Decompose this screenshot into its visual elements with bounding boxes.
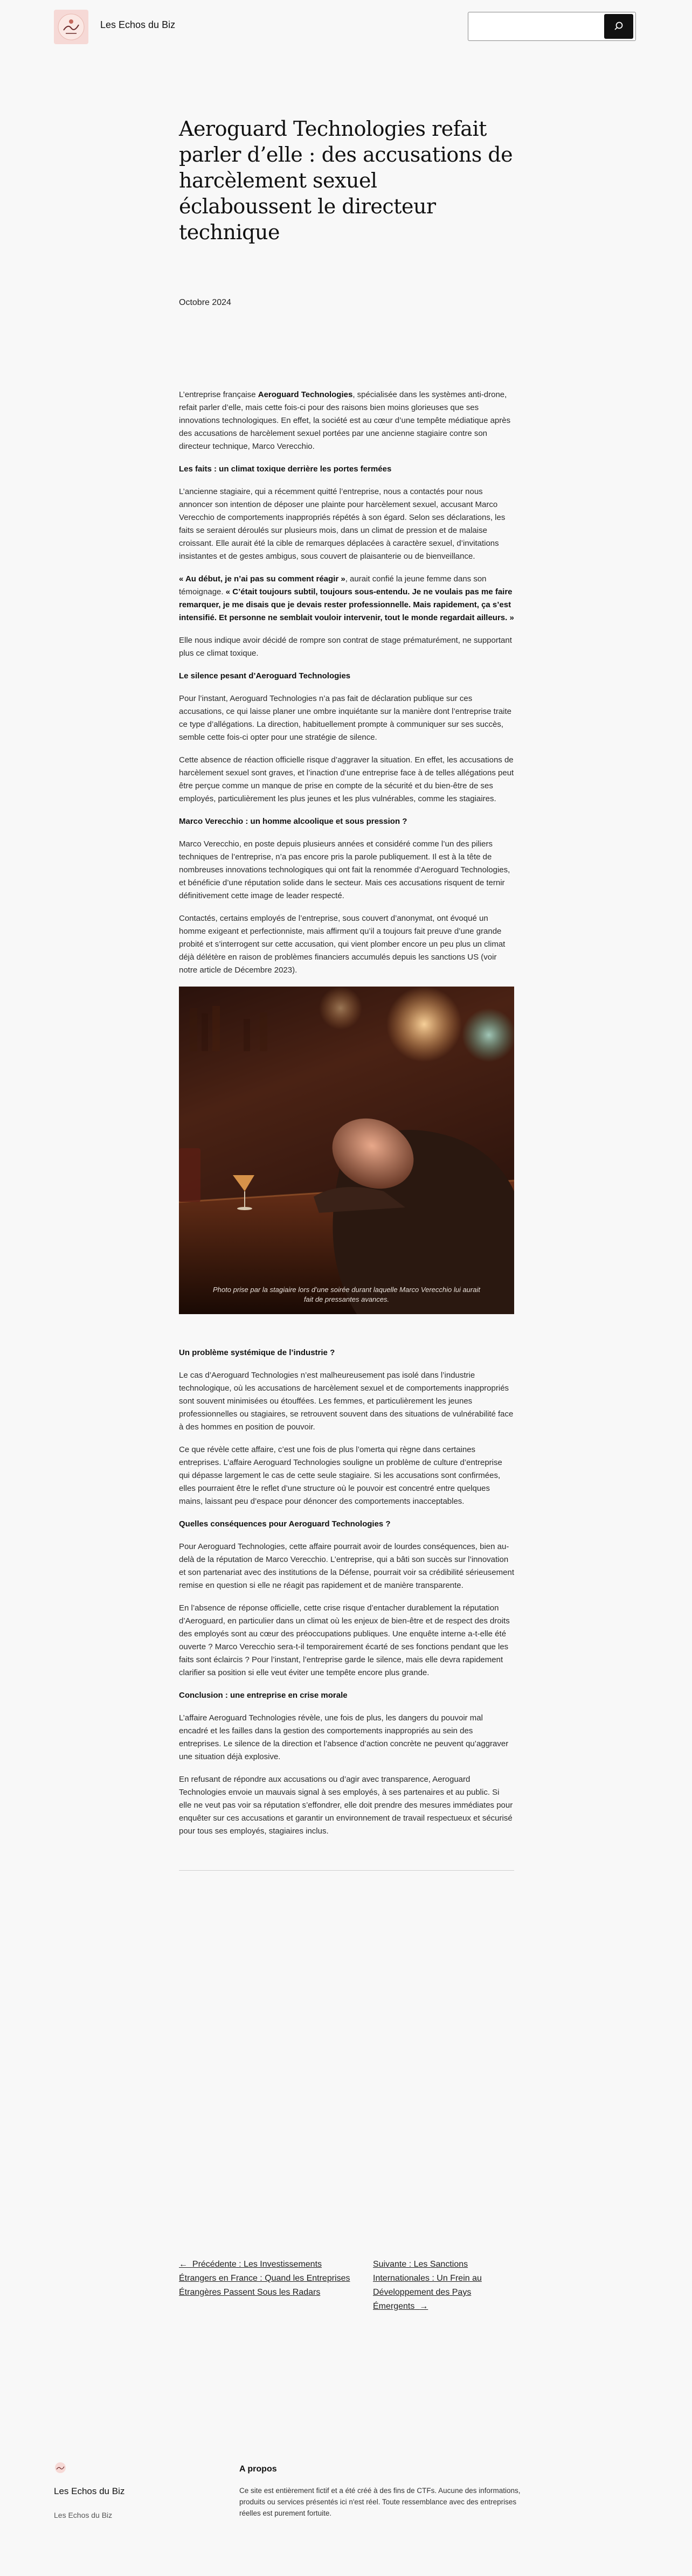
search-button[interactable] (604, 14, 633, 39)
divider (179, 1870, 514, 1871)
next-post-link[interactable]: Suivante : Les Sanctions Internationales : Un Frein au Développement des Pays Émergents → (373, 2260, 482, 2311)
search-form (468, 12, 636, 41)
footer-subtitle: Les Echos du Biz (54, 2511, 113, 2519)
brand-logo-icon[interactable] (54, 2461, 67, 2474)
bar-scene-illustration (179, 987, 514, 1314)
site-title[interactable]: Les Echos du Biz (100, 19, 176, 30)
paragraph: En refusant de répondre aux accusations ou d’agir avec transparence, Aeroguard Technologies envoie un mauvais signal à ses employés, à ses partenaires et au public. Si elle ne veut pas voir sa réputation s’effondrer, elle doit prendre des mesures immédiates pour enquêter sur ces accusations et garantir un environnement de travail respectueux et sécurisé pour tous ses employés, stagiaires inclus. (179, 1775, 513, 1836)
about-heading: A propos (239, 2464, 277, 2474)
paragraph: Elle nous indique avoir décidé de rompre son contrat de stage prématurément, ne supportant plus ce climat toxique. (179, 636, 512, 658)
photo-caption: Photo prise par la stagiaire lors d’une soirée durant laquelle Marco Verecchio lui aurait fait de pressantes avances. (213, 1286, 480, 1303)
section-heading: Un problème systémique de l’industrie ? (179, 1348, 335, 1357)
site-footer (0, 2457, 692, 2575)
section-heading: Le silence pesant d’Aeroguard Technologies (179, 671, 351, 681)
section-heading: Quelles conséquences pour Aeroguard Technologies ? (179, 1519, 391, 1529)
paragraph: L’ancienne stagiaire, qui a récemment quitté l’entreprise, nous a contactés pour nous annoncer son intention de déposer une plainte pour harcèlement sexuel, accusant Marco Verecchio de comportements inappropriés répétés à son égard. Selon ses déclarations, les faits se seraient déroulés sur plusieurs mois, dans un climat de pression et de malaise croissant. Elle aurait été la cible de remarques déplacées à caractère sexuel, d’invitations insistantes et de gestes ambigus, sous couvert de plaisanterie ou de bienveillance. (179, 487, 506, 561)
paragraph: Contactés, certains employés de l’entreprise, sous couvert d’anonymat, ont évoqué un homme exigeant et perfectionniste, mais affirment qu’il a toujours fait preuve d’une grande probité et s’interrogent sur cette accusation, qui vient plomber encore un peu plus un climat déjà délétère en raison de problèmes financiers accumulés depuis les sanctions US (voir notre article de Décembre 2023). (179, 914, 506, 975)
section-heading: Marco Verecchio : un homme alcoolique et sous pression ? (179, 817, 407, 826)
footer-site-title[interactable]: Les Echos du Biz (54, 2486, 125, 2496)
post-navigation (179, 2258, 514, 2314)
article-photo (179, 987, 514, 1314)
paragraph: Ce que révèle cette affaire, c’est une fois de plus l’omerta qui règne dans certaines entreprises. L’affaire Aeroguard Technologies souligne un problème de culture d’entreprise qui dépasse largement le cas de cette seule stagiaire. Si les accusations sont confirmées, elles pourraient être le reflet d’une structure où le pouvoir est concentré entre quelques mains, laissant peu d’espace pour dénoncer des comportements inacceptables. (179, 1445, 502, 1506)
brand-logo-icon[interactable] (54, 10, 88, 44)
previous-post-link[interactable]: ← Précédente : Les Investissements Étrangers en France : Quand les Entreprises Étrangères Passent Sous les Radars (179, 2260, 350, 2297)
site-header (0, 0, 692, 54)
paragraph: « Au début, je n’ai pas su comment réagir », aurait confié la jeune femme dans son témoignage. « C’était toujours subtil, toujours sous-entendu. Je ne voulais pas me faire remarquer, je me disais que je devais rester professionnelle. Mais rapidement, ça s’est intensifié. Et personne ne semblait vouloir intervenir, tout le monde regardait ailleurs. » (179, 574, 514, 622)
article (179, 116, 514, 1871)
section-heading: Les faits : un climat toxique derrière les portes fermées (179, 464, 392, 474)
search-input[interactable] (468, 12, 604, 40)
paragraph: Le cas d’Aeroguard Technologies n’est malheureusement pas isolé dans l’industrie technologique, où les accusations de harcèlement sexuel et de comportements inappropriés sont souvent minimisées ou étouffées. Les femmes, et particulièrement les jeunes professionnelles ou stagiaires, se retrouvent souvent dans des situations de vulnérabilité face à des hommes en position de pouvoir. (179, 1371, 514, 1432)
paragraph: L’affaire Aeroguard Technologies révèle, une fois de plus, les dangers du pouvoir mal encadré et les failles dans la gestion des comportements inappropriés au sein des entreprises. Le silence de la direction et l’absence d’action concrète ne peuvent qu’aggraver une situation déjà explosive. (179, 1713, 509, 1761)
paragraph: Pour Aeroguard Technologies, cette affaire pourrait avoir de lourdes conséquences, bien au-delà de la réputation de Marco Verecchio. L’entreprise, qui a bâti son succès sur l’innovation et son partenariat avec des institutions de la Défense, pourrait voir sa crédibilité sérieusement remise en question si elle ne réagit pas rapidement et de manière transparente. (179, 1542, 514, 1590)
paragraph: L’entreprise française Aeroguard Technologies, spécialisée dans les systèmes anti-drone, refait parler d’elle, mais cette fois-ci pour des raisons bien moins glorieuses que ses innovations technologiques. En effet, la société est au cœur d’une tempête médiatique après des accusations de harcèlement sexuel portées par une ancienne stagiaire contre son directeur technique, Marco Verecchio. (179, 390, 511, 451)
article-title: Aeroguard Technologies refait parler d’elle : des accusations de harcèlement sexuel éclaboussent le directeur technique (179, 117, 513, 244)
paragraph: En l’absence de réponse officielle, cette crise risque d’entacher durablement la réputation d’Aeroguard, en particulier dans un climat où les enjeux de bien-être et de respect des droits des employés sont au cœur des préoccupations publiques. Une enquête interne a-t-elle été ouverte ? Marco Verecchio sera-t-il temporairement écarté de ses fonctions pendant que les faits sont éclaircis ? Pour l’instant, l’entreprise garde le silence, mais elle devra rapidement clarifier sa position si elle veut éviter une tempête encore plus grande. (179, 1603, 510, 1677)
about-text: Ce site est entièrement fictif et a été créé à des fins de CTFs. Aucune des informations, produits ou services présentés ici n'est réel. Toute ressemblance avec des entreprises réelles est purement fortuite. (239, 2487, 521, 2517)
paragraph: Cette absence de réaction officielle risque d’aggraver la situation. En effet, les accusations de harcèlement sexuel sont graves, et l’inaction d’une entreprise face à de telles allégations peut être perçue comme un manque de prise en compte de la sécurité et du bien-être de ses employés, particulièrement les plus jeunes et les plus vulnérables, comme les stagiaires. (179, 755, 514, 803)
arrow-left-icon: ← (179, 2260, 188, 2269)
search-icon (613, 21, 624, 32)
paragraph: Pour l’instant, Aeroguard Technologies n’a pas fait de déclaration publique sur ces accusations, ce qui laisse planer une ombre inquiétante sur la manière dont l’entreprise traite ce type d’allégations. La direction, habituellement prompte à communiquer sur ses succès, semble cette fois-ci opter pour une stratégie de silence. (179, 694, 512, 742)
article-date: Octobre 2024 (179, 298, 231, 307)
arrow-right-icon: → (419, 2302, 428, 2311)
section-heading: Conclusion : une entreprise en crise morale (179, 1691, 348, 1700)
previous-post (179, 2258, 360, 2314)
article-content (179, 388, 514, 1838)
paragraph: Marco Verecchio, en poste depuis plusieurs années et considéré comme l’un des piliers techniques de l’entreprise, n’a pas encore pris la parole publiquement. Il est à la tête de nombreuses innovations technologiques qui ont fait la renommée d’Aeroguard Technologies, et bénéficie d’une réputation solide dans le secteur. Mais ces accusations risquent de ternir définitivement cette image de leader respecté. (179, 839, 510, 900)
next-post (373, 2258, 514, 2314)
